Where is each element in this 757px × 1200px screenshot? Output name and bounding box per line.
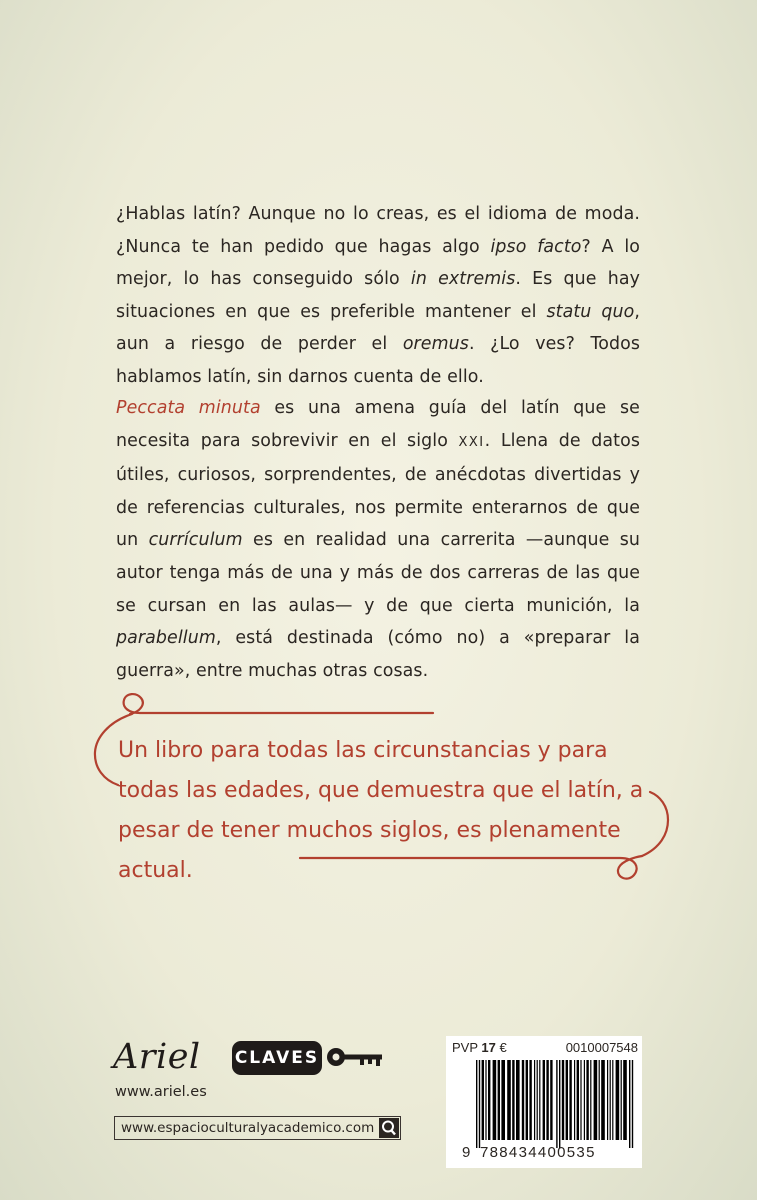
text-run: oremus xyxy=(402,334,469,355)
barcode-bar xyxy=(546,1060,548,1140)
barcode-bar xyxy=(599,1060,600,1140)
barcode-bar xyxy=(574,1060,575,1140)
text-run: . Es que hay situaciones en que es preferible mantener el xyxy=(116,269,640,322)
barcode-bar xyxy=(493,1060,497,1140)
barcode-bar xyxy=(610,1060,611,1140)
barcode-bar xyxy=(539,1060,540,1140)
barcode-bar xyxy=(629,1060,630,1148)
barcode-bar xyxy=(488,1060,490,1140)
barcode-bar xyxy=(594,1060,598,1140)
barcode-bar xyxy=(479,1060,480,1148)
text-run: ¿Hablas latín? Aunque no lo creas, es el idioma de moda. ¿Nunca te han pedido que hagas algo xyxy=(116,204,640,257)
text-run: Peccata minuta xyxy=(116,398,261,418)
text-run: in extremis xyxy=(410,269,516,290)
barcode-bar xyxy=(590,1060,591,1140)
text-run: es una amena guía del latín que se necesita para sobrevivir en el siglo xyxy=(116,398,640,451)
barcode-bar xyxy=(580,1060,581,1140)
barcode-bar xyxy=(586,1060,588,1140)
barcode-bar xyxy=(621,1060,622,1140)
price-currency: € xyxy=(499,1040,507,1055)
ariel-logo: Ariel xyxy=(113,1037,201,1077)
text-run: XXI xyxy=(458,434,485,450)
barcode-bar xyxy=(550,1060,552,1140)
barcode-bar xyxy=(498,1060,500,1140)
barcode-bar xyxy=(616,1060,620,1140)
barcode-bar xyxy=(584,1060,585,1140)
key-icon xyxy=(326,1046,384,1068)
barcode-bar xyxy=(516,1060,520,1140)
text-run: , aun a riesgo de perder el xyxy=(116,301,640,355)
barcode-digits: 788434400535 xyxy=(480,1144,596,1161)
barcode-label xyxy=(446,1036,642,1168)
barcode-bar xyxy=(566,1060,568,1140)
text-run: . ¿Lo ves? Todos hablamos latín, sin darnos cuenta de ello. xyxy=(116,334,640,387)
barcode-bar xyxy=(482,1060,484,1140)
website-espacio-label: www.espacioculturalyacademico.com xyxy=(121,1120,375,1136)
barcode-bar xyxy=(501,1060,505,1140)
text-run: parabellum xyxy=(116,628,216,649)
barcode-bar xyxy=(543,1060,545,1140)
barcode-bar xyxy=(476,1060,477,1148)
barcode-bar xyxy=(507,1060,511,1140)
barcode-bar xyxy=(512,1060,514,1140)
barcode-bar xyxy=(607,1060,608,1140)
website-ariel: www.ariel.es xyxy=(115,1084,207,1100)
barcode-bar xyxy=(556,1060,557,1148)
website-espacio xyxy=(114,1116,401,1140)
barcode-bar xyxy=(601,1060,605,1140)
barcode-bar xyxy=(623,1060,627,1140)
price-value: 17 xyxy=(481,1040,496,1055)
barcode-bar xyxy=(569,1060,571,1140)
text-run: ipso facto xyxy=(490,236,582,257)
barcode-first-digit: 9 xyxy=(462,1144,471,1161)
barcode-bar xyxy=(559,1060,560,1148)
barcode-bar xyxy=(485,1060,486,1140)
pvp-label: PVP xyxy=(452,1040,478,1055)
barcode-bar xyxy=(632,1060,633,1148)
text-run: es en realidad una carrerita —aunque su autor tenga más de una y más de dos carreras de las que se cursan en las aulas— y de que cierta munición, la xyxy=(116,530,640,616)
claves-badge: CLAVES xyxy=(232,1041,322,1075)
barcode-bar xyxy=(526,1060,528,1140)
barcode-bar xyxy=(537,1060,538,1140)
barcode-bar xyxy=(534,1060,535,1140)
barcode-bar xyxy=(529,1060,531,1140)
barcode-bar xyxy=(577,1060,579,1140)
search-icon xyxy=(379,1118,399,1138)
text-run: . Llena de datos útiles, curiosos, sorprendentes, de anécdotas divertidas y de referencias culturales, nos permite enterarnos de que un xyxy=(116,430,640,551)
text-run: ? A lo mejor, lo has conseguido sólo xyxy=(116,236,640,290)
barcode-bar xyxy=(562,1060,564,1140)
text-run: , está destinada (cómo no) a «preparar la guerra», entre muchas otras cosas. xyxy=(116,628,640,681)
barcode-bar xyxy=(522,1060,524,1140)
barcode-bar xyxy=(612,1060,613,1140)
text-run: currículum xyxy=(148,530,243,551)
pull-quote: Un libro para todas las circunstancias y para todas las edades, que demuestra que el latín, a pesar de tener muchos siglos, es plenamente actual. xyxy=(118,738,644,883)
text-run: statu quo xyxy=(546,301,635,322)
internal-code: 0010007548 xyxy=(565,1040,638,1055)
